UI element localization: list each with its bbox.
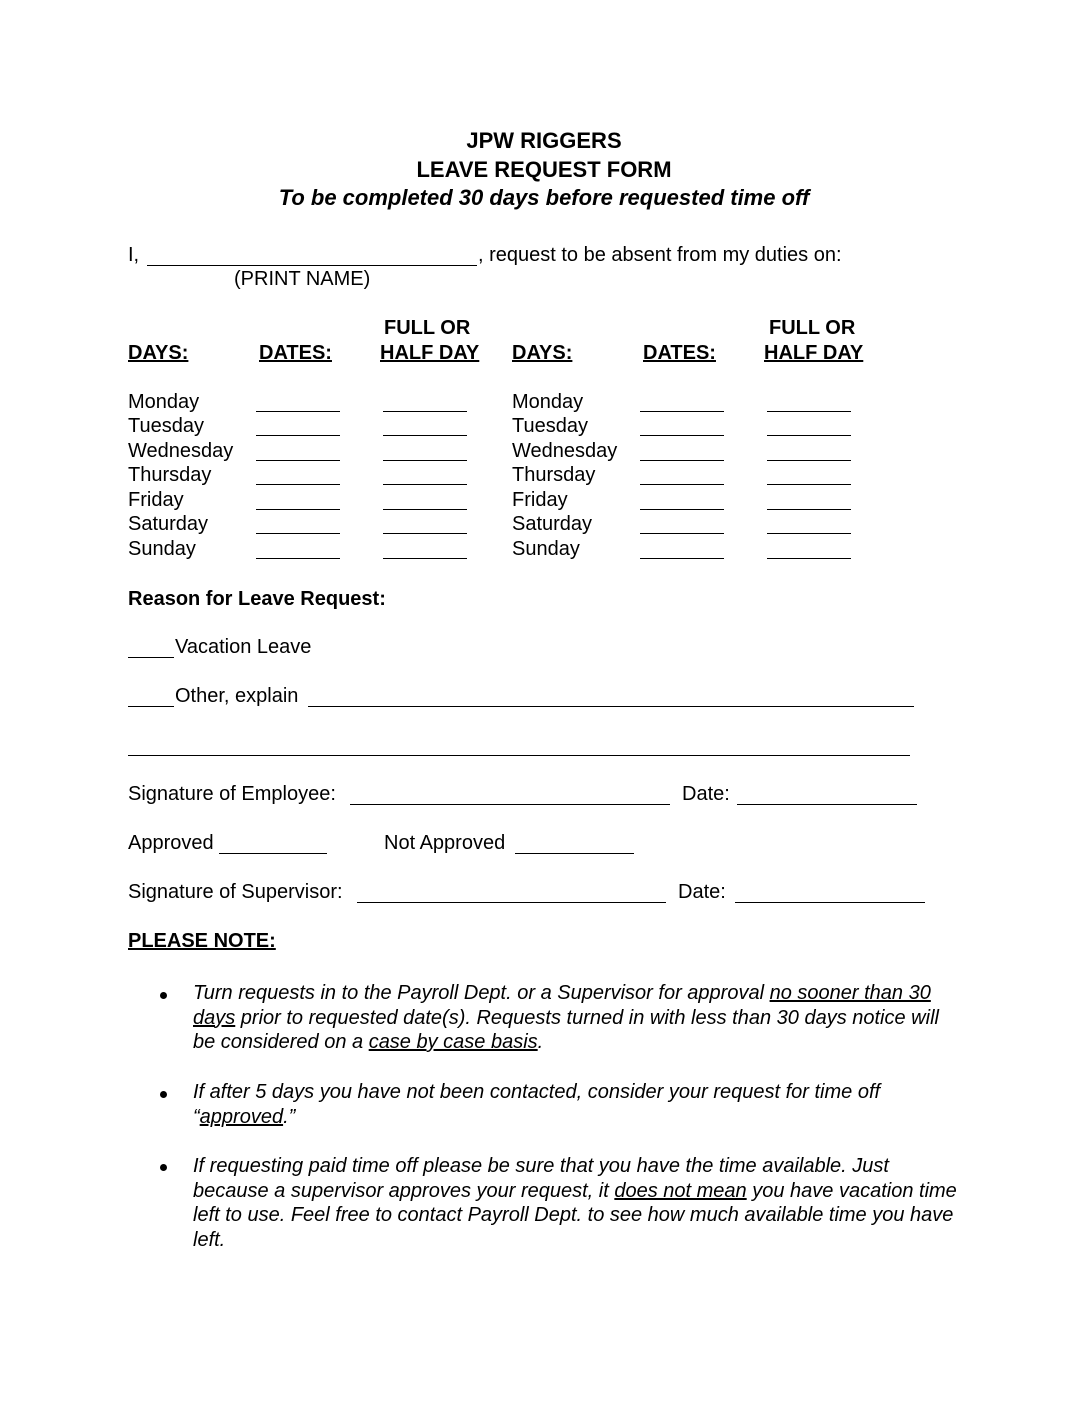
full-half-header-left-line1: FULL OR (384, 317, 471, 339)
note-item (193, 1080, 963, 1129)
employee-signature-label: Signature of Employee: (128, 783, 336, 805)
note-emphasis: no sooner than 30 days (193, 982, 931, 1029)
other-label: Other, explain (175, 685, 299, 707)
date-field[interactable] (640, 484, 724, 485)
date-field[interactable] (640, 533, 724, 534)
full-half-field[interactable] (767, 435, 851, 436)
note-text: Turn requests in to the Payroll Dept. or a Supervisor for approval (193, 982, 770, 1004)
dates-header-left: DATES: (259, 342, 332, 364)
bullet-icon (160, 1164, 167, 1171)
date-field[interactable] (640, 558, 724, 559)
bullet-icon (160, 992, 167, 999)
date-field[interactable] (640, 509, 724, 510)
reason-heading: Reason for Leave Request: (128, 588, 386, 610)
date-field[interactable] (256, 435, 340, 436)
day-label-right: Friday (512, 489, 568, 511)
full-half-field[interactable] (767, 558, 851, 559)
full-half-field[interactable] (383, 460, 467, 461)
please-note-heading: PLEASE NOTE: (128, 930, 276, 952)
full-half-field[interactable] (383, 533, 467, 534)
note-emphasis: case by case basis (368, 1031, 538, 1053)
full-half-field[interactable] (383, 558, 467, 559)
full-half-header-left-line2: HALF DAY (380, 342, 480, 364)
other-checkbox-line[interactable] (128, 706, 174, 707)
supervisor-date-field[interactable] (735, 902, 925, 903)
date-field[interactable] (256, 533, 340, 534)
supervisor-signature-label: Signature of Supervisor: (128, 881, 343, 903)
not-approved-field[interactable] (515, 853, 634, 854)
day-label-left: Wednesday (128, 440, 234, 462)
full-half-field[interactable] (767, 460, 851, 461)
day-label-right: Tuesday (512, 415, 588, 437)
day-label-left: Sunday (128, 538, 196, 560)
day-label-left: Friday (128, 489, 184, 511)
full-half-field[interactable] (383, 484, 467, 485)
full-half-field[interactable] (383, 435, 467, 436)
day-label-left: Monday (128, 391, 200, 413)
full-half-header-right-line1: FULL OR (769, 317, 856, 339)
full-half-field[interactable] (767, 484, 851, 485)
full-half-field[interactable] (767, 533, 851, 534)
form-title: LEAVE REQUEST FORM (416, 157, 672, 182)
note-text: If requesting paid time off please be sure that you have the time available. Just because a supervisor approves your request, it (193, 1155, 889, 1202)
full-half-field[interactable] (767, 411, 851, 412)
date-field[interactable] (256, 460, 340, 461)
day-label-right: Thursday (512, 464, 596, 486)
day-label-left: Thursday (128, 464, 212, 486)
full-half-field[interactable] (383, 509, 467, 510)
other-explain-field[interactable] (308, 706, 914, 707)
note-emphasis: does not mean (614, 1179, 747, 1202)
day-label-right: Saturday (512, 513, 593, 535)
employee-date-label: Date: (682, 783, 730, 805)
date-field[interactable] (640, 460, 724, 461)
note-item (193, 981, 963, 1055)
form-subtitle: To be completed 30 days before requested time off (278, 185, 810, 210)
employee-signature-field[interactable] (350, 804, 670, 805)
vacation-label: Vacation Leave (175, 636, 312, 658)
date-field[interactable] (640, 411, 724, 412)
date-field[interactable] (256, 558, 340, 559)
intro-prefix: I, (128, 244, 140, 266)
bullet-icon (160, 1091, 167, 1098)
note-text: you have vacation time left to use. Feel free to contact Payroll Dept. to see how much available time you have left. (193, 1179, 957, 1251)
day-label-left: Tuesday (128, 415, 204, 437)
other-explain-field-line2[interactable] (128, 755, 910, 756)
full-half-field[interactable] (383, 411, 467, 412)
date-field[interactable] (256, 509, 340, 510)
employee-date-field[interactable] (737, 804, 917, 805)
days-header-right: DAYS: (512, 342, 573, 364)
approved-field[interactable] (219, 853, 327, 854)
date-field[interactable] (256, 484, 340, 485)
note-text: If after 5 days you have not been contacted, consider your request for time off “ (193, 1081, 881, 1128)
day-label-right: Wednesday (512, 440, 618, 462)
note-text: prior to requested date(s). Requests turned in with less than 30 days notice will be considered on a (193, 1006, 939, 1053)
print-name-field[interactable] (147, 265, 477, 266)
intro-suffix: , request to be absent from my duties on: (478, 244, 842, 266)
day-label-right: Monday (512, 391, 584, 413)
full-half-field[interactable] (767, 509, 851, 510)
day-label-right: Sunday (512, 538, 580, 560)
date-field[interactable] (640, 435, 724, 436)
note-text: . (537, 1031, 544, 1053)
approved-label: Approved (128, 832, 214, 854)
note-emphasis: approved (199, 1105, 284, 1128)
days-header-left: DAYS: (128, 342, 189, 364)
dates-header-right: DATES: (643, 342, 716, 364)
not-approved-label: Not Approved (384, 832, 506, 854)
note-text: .” (283, 1105, 296, 1128)
full-half-header-right-line2: HALF DAY (764, 342, 864, 364)
vacation-checkbox-line[interactable] (128, 657, 174, 658)
note-item (193, 1154, 963, 1252)
print-name-caption: (PRINT NAME) (234, 268, 371, 290)
company-name: JPW RIGGERS (466, 128, 622, 153)
supervisor-date-label: Date: (678, 881, 726, 903)
day-label-left: Saturday (128, 513, 209, 535)
date-field[interactable] (256, 411, 340, 412)
supervisor-signature-field[interactable] (357, 902, 666, 903)
